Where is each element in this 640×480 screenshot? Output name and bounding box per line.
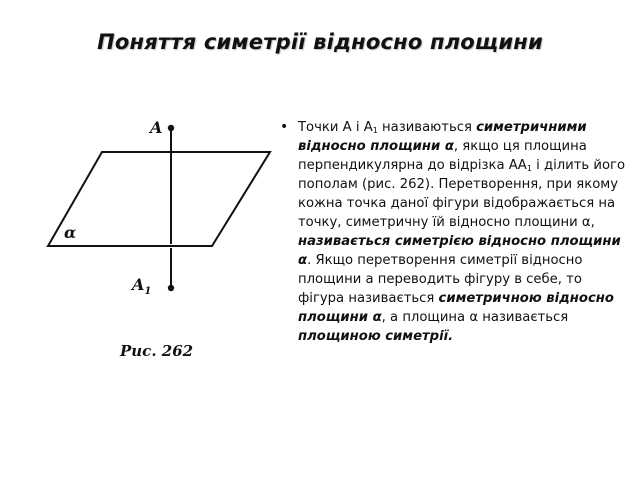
term-symmetric-figure: симетричною відносно площини α: [298, 291, 614, 325]
figure-262: [40, 110, 280, 370]
text-part-2: називаються: [377, 120, 477, 135]
label-alpha: α: [64, 223, 77, 242]
text-part-1: Точки А і А: [298, 120, 373, 135]
text-part-4: і ділить його пополам (рис. 262). Перетворення, при якому кожна точка даної фігури відображається на точку, симетричну їй відносно площини α,: [298, 158, 626, 230]
term-plane-symmetry: називається симетрією відносно площини α: [298, 234, 621, 268]
subscript-2: 1: [526, 164, 532, 173]
label-a1: $A_1$: [132, 275, 152, 297]
plane-alpha: [48, 152, 270, 246]
definition-text: [280, 118, 630, 346]
symmetry-diagram: [40, 110, 280, 370]
slide-title: Поняття симетрії відносно площини: [97, 30, 543, 54]
point-a1: [168, 285, 174, 291]
label-a: A: [150, 118, 163, 137]
text-part-6: , а площина α називається: [381, 310, 569, 325]
point-a: [168, 125, 174, 131]
text-part-3: , якщо ця площина перпендикулярна до відрізка АА: [298, 139, 587, 173]
figure-caption: Рис. 262: [120, 342, 194, 360]
bullet-marker: •: [280, 119, 289, 135]
text-part-5: . Якщо перетворення симетрії відносно площини а переводить фігуру в себе, то фігура називається: [298, 253, 583, 306]
subscript-1: 1: [372, 126, 378, 135]
term-symmetric-points: симетричними відносно площини α: [298, 120, 587, 154]
term-symmetry-plane: площиною симетрії.: [298, 329, 454, 344]
